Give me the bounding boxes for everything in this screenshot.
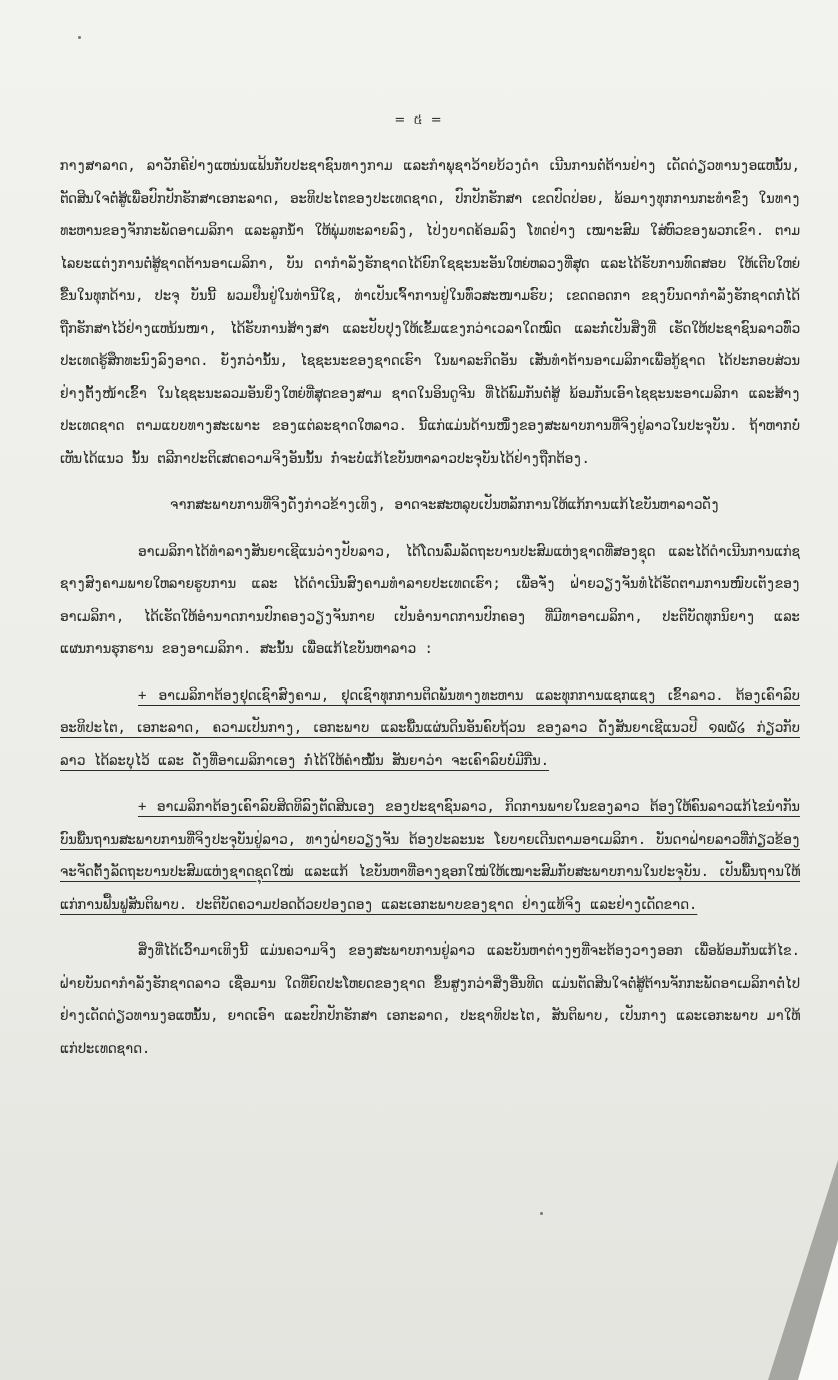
speck-mark [540, 1212, 543, 1215]
document-body [60, 150, 800, 1079]
paragraph-1: ກາງສາລາດ, ລາວັກຄີຢ່າງແຫນ່ນແຟ້ນກັບປະຊາຊົນທາງກາມ ແລະກຳພຸຊາວ້າຍບ້ວງດຳ ເນີນການຕໍ່ຕ້ານຢ່າງ ເດັດດ່ຽວທານງອແຫນັ້ນ, ຕັດສິນໃຈຕໍ່ສູ້ເພື່ອປົກປັກຮັກສາເອກະລາດ, ອະທິປະໄຕຂອງປະເທດຊາດ, ປົກປັກຮັກສາ ເຂດປົດປ່ອຍ, ພ້ອມາງທຸກການກະທຳຂົ່ງ ໃນທາງທະຫານຂອງຈັກກະພັດອາເມລິກາ ແລະລູກນ້ຳ ໃຫ້ພຸ່ມທະລາຍລົງ, ໄປ່ງບາດຄ້ອມລົງ ໂທດຢ່າງ ເໝາະສົມ ໃສ່ຫົວຂອງພວກເຂົາ. ຕາມໄລຍະແຕ່ງການຕໍ່ສູ້ຊາດຕ້ານອາເມລິກາ, ບັນ ດາກຳລັງຮັກຊາດໄດ້ຍົກໃຊຊະນະອັນໃຫຍ່ຫລວງທີ່ສຸດ ແລະໄດ້ຮັບການທົດສອບ ໃຫ້ເຕີບໃຫຍ່ຂື້ນໃນທຸກດ້ານ, ປະຈຸ ບັນນີ້ ພວມຢືນຢູ່ໃນທ່ານີໃຊ, ທ່າເປັນເຈົ້າການຢູ່ໃນທົ່ວສະໜາມຮົບ; ເຂດດອດກາ ຂຊງບົນດາກຳລັງຮັກຊາດກໍ່ໄດ້ ຖືກຮັກສາໄວ້ຢ່າງແຫນ້ນໜາ, ໄດ້ຮັບການສ້າງສາ ແລະປັບປຸງໃຫ້ເຂັ້ມແຂງກວ່າເວລາໃດໝົດ ແລະກໍ່ເປັນສິ່ງທີ່ ເຮັດໃຫ້ປະຊາຊົນລາວທົ່ວປະເທດຮູ້ສຶກທະນົງລົງອາດ. ຍັງກວ່ານັ້ນ, ໄຊຊະນະຂອງຊາດເຮົາ ໃນພາລະກິດອັນ ເສັ່ນທຳຕ້ານອາເມລິກາເພື່ອກູ້ຊາດ ໄດ້ປະກອບສ່ວນຢ່າງຕັ້ງໜ້າເຂົ້າ ໃນໄຊຊະນະລວມອັນຍິ່ງໃຫຍ່ທີ່ສຸດຂອງສາມ ຊາດໃນອິນດູຈີນ ທີ່ໄດ້ພົມກັນຕໍ່ສູ້ ພ້ອມກັນເອົາໄຊຊະນະອາເມລິກາ ແລະສ້າງປະເທດຊາດ ຕາມແບບທາງສະເພາະ ຂອງແຕ່ລະຊາດໃຫລາວ. ນີ້ແກ່ແມ່ນດ້ານໜຶ່ງຂອງສະພາບການທີ່ຈິງຢູ່ລາວໃນປະຈຸບັນ. ຖ້າຫາກບໍ່ເຫັນໄດ້ແນວ ນັ້ນ ຕລີກາປະຕິເສດຄວາມຈິງອັນນັ້ນ ກໍ່ຈະບໍ່ແກ້ໄຂບັນຫາລາວປະຈຸບັນໄດ້ຢ່າງຖືກຕ້ອງ. [60, 158, 800, 467]
paragraph-6: ສິ່ງທີ່ໄດ້ເວົ້າມາເທິງນີ້ ແມ່ນຄວາມຈິງ ຂອງສະພາບການຢູ່ລາວ ແລະບັນຫາຕ່າງໆທີ່ຈະຕ້ອງວາງອອກ ເພື່ອພ້ອມກັນແກ້ໄຂ. ຝ່າຍບັນດາກຳລັງຮັກຊາດລາວ ເຊື່ອມານ ໃດທີ່ຍົດປະໂຫຍດຂອງຊາດ ຂຶ້ນສູງກວ່າສິ່ງອື່ນທີດ ແມ່ນຕັດສິນໃຈຕໍ່ສູ້ຕ້ານຈັກກະພັດອາເມລິກາຕໍ່ໄປຢ່າງເດັດດ່ຽວທານງອແຫນັ້ນ, ຍາດເອົາ ແລະປົກປັກຮັກສາ ເອກະລາດ, ປະຊາທິປະໄຕ, ສັນຕິພາບ, ເປັນກາງ ແລະເອກະພາບ ມາໃຫ້ແກ່ປະເທດຊາດ. [60, 943, 800, 1057]
speck-mark [78, 36, 81, 39]
page-curl-highlight [798, 1240, 838, 1380]
page-number: = ៥ = [394, 113, 444, 128]
paragraph-4-point-1: + ອາເມລິກາຕ້ອງຢຸດເຊົາສົງຄາມ, ຢຸດເຊົາທຸກການຕິດພັນທາງທະຫານ ແລະທຸກການແຊກແຊງ ເຂົ້າລາວ. ຕ້ອງເຄົາລົບອະທິປະໄຕ, ເອກະລາດ, ຄວາມເປັນກາງ, ເອກະພາບ ແລະພື້ນແຜ່ນດິນອັນຄົບຖ້ວນ ຂອງລາວ ດັ່ງສັນຍາເຊີແນວປີ ໑໙໖໒ ກ່ຽວກັບລາວ ໄດ້ລະບຸໄວ້ ແລະ ດັ່ງທີ່ອາເມລິກາເອງ ກໍ່ໄດ້ໃຫ້ຄຳໝັ້ນ ສັນຍາວ່າ ຈະເຄົາລົບບໍ່ມີກີ່ນ. [60, 687, 800, 769]
paragraph-2: ຈາກສະພາບການທີ່ຈິງດັ່ງກ່າວຂ້າງເທິງ, ອາດຈະສະຫລຸບເປັນຫລັກການໃຫ້ແກ້ການແກ້ໄຂບັນຫາລາວດັ່ງ [170, 497, 720, 513]
paragraph-3: ອາເມລິກາໄດ້ທຳລາງສັນຍາເຊີແນວ່າງປັບລາວ, ໄດ້ໂດນລົ່ມລັດຖະບານປະສົມແຫ່ງຊາດທີ່ສອງຊຸດ ແລະໄດ້ດຳເນີນການແກ່ຊຊາງສົງຄາມພາຍໃຫລາຍຮູບການ ແລະ ໄດ້ດຳເນີນສົງຄາມທຳລາຍປະເທດເຮົາ; ເພື່ອຈັ່ງ ຝ່າຍວຽງຈັນທໍໄດ້ຮັດຕາມການໜົບເຕັງຂອງອາເມລິກາ, ໄດ້ເຮັດໃຫ້ອຳນາດການປົກຄອງວຽງຈັນກາຍ ເປັນອຳນາດການປົກຄອງ ທີ່ມີທາອາເມລິກາ, ປະຕິບັດທຸກນິຍາງ ແລະ ແຜນການຮຸກຮານ ຂອງອາເມລິກາ. ສະນັ້ນ ເພື່ອແກ້ໄຂບັນຫາລາວ : [60, 543, 800, 657]
paragraph-5-point-2: + ອາເມລິກາຕ້ອງເຄົາລົບສິດທິລົງຕັດສິນເອງ ຂອງປະຊາຊົນລາວ, ກິດການພາຍໃນຂອງລາວ ຕ້ອງໃຫ້ຄົນລາວແກ້ໄຂນຳກັນ ບົນພື້ນຖານສະພາບການທີ່ຈິງປະຈຸບັນຢູ່ລາວ, ທາງຝ່າຍວຽງຈັນ ຕ້ອງປະລະນະ ໂຍບາຍເດີນຕາມອາເມລິກາ. ບັນດາຝ່າຍລາວທີ່ກ່ຽວຂ້ອງ ຈະຈັດຕັ້ງລັດຖະບານປະສົມແຫ່ງຊາດຊຸດໃໝ່ ແລະແກ້ ໄຂບັນຫາທີ່ອາງຊອກໃໝ່ໃຫ້ເໝາະສົມກັບສະພາບການໃນປະຈຸບັນ. ເປັນພື້ນຖານໃຫ້ແກ່ການຟື້ນຟູສັນຕິພາບ. ປະຕິບັດຄວາມປອດດ້ວຍປອງດອງ ແລະເອກະພາບຂອງຊາດ ຢ່າງແທ້ຈິງ ແລະຢ່າງເດັດຂາດ. [60, 799, 800, 913]
